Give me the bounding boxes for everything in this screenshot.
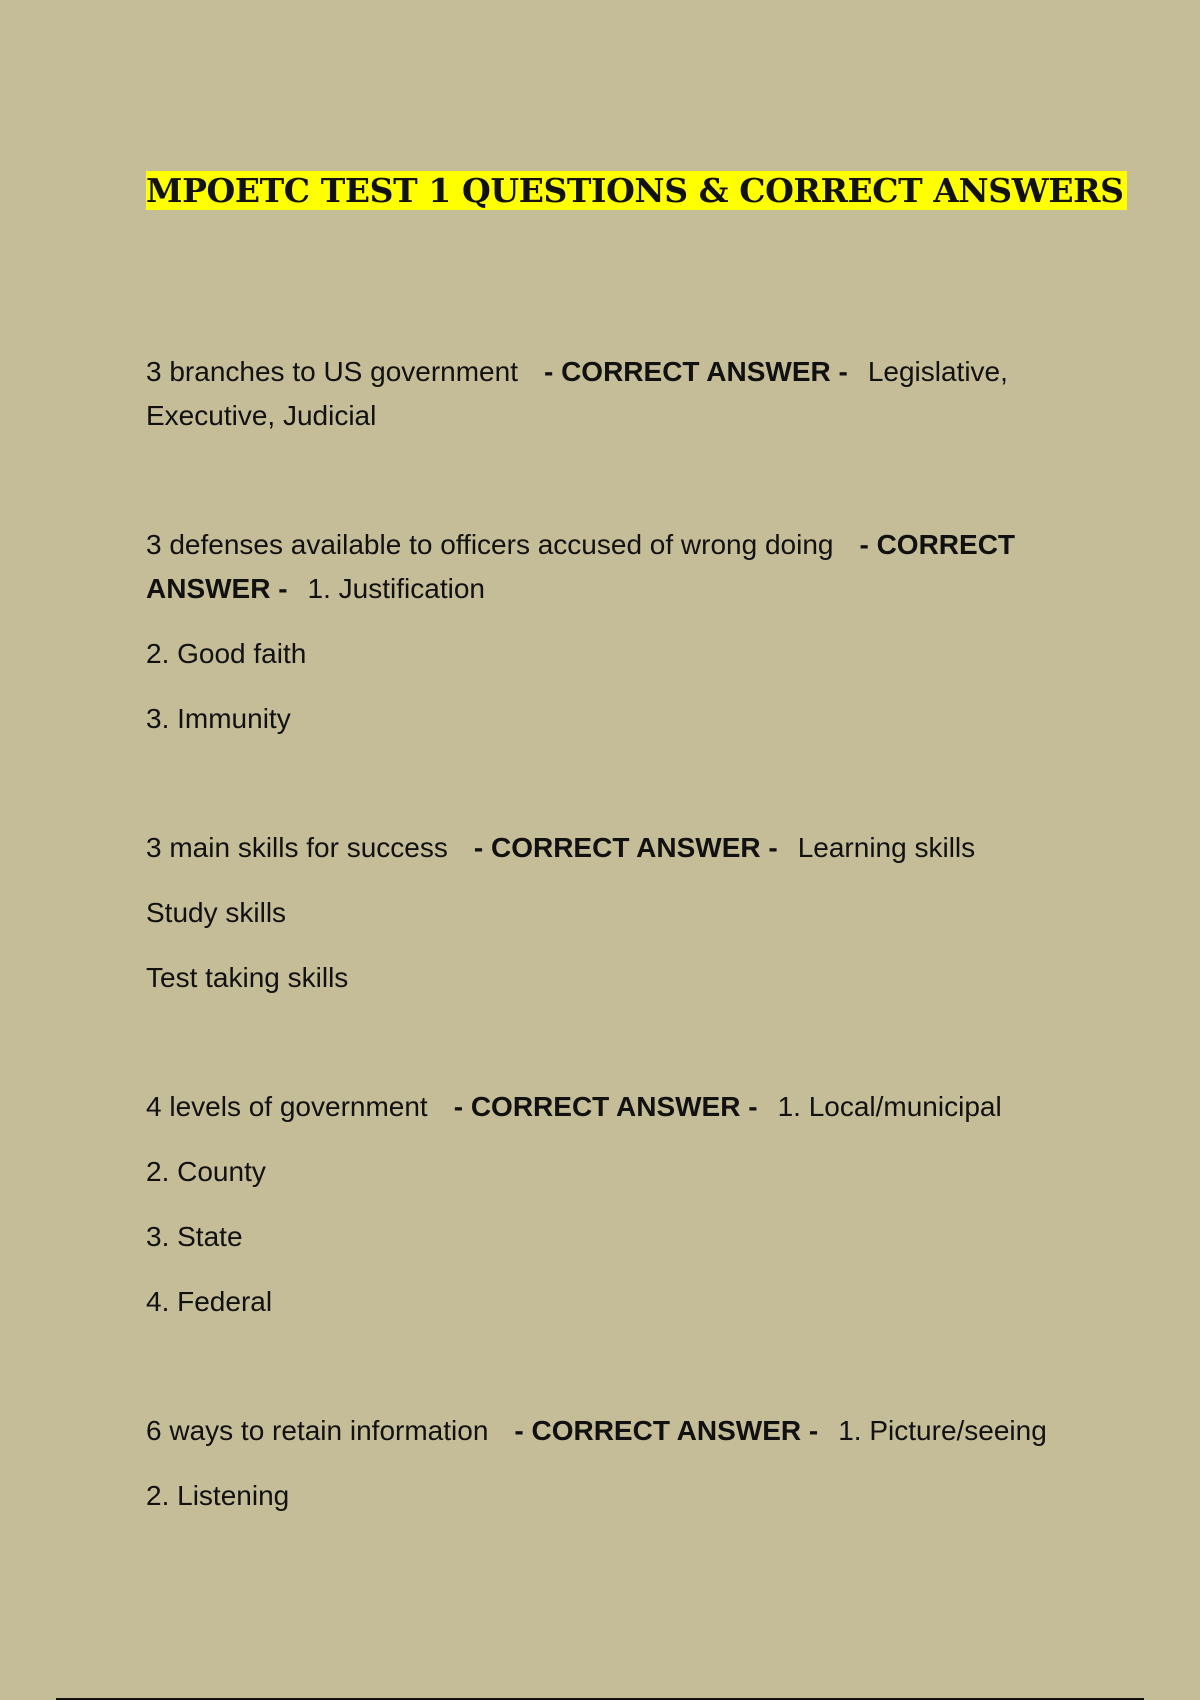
answer-line: 3. State (146, 1221, 243, 1252)
correct-answer-separator: - CORRECT ANSWER - (146, 529, 1016, 604)
correct-answer-separator: - CORRECT ANSWER - (453, 1091, 758, 1122)
answer-line: Study skills (146, 897, 287, 928)
answer-line: 4. Federal (146, 1286, 273, 1317)
answer-text: Legislative, Executive, Judicial (146, 356, 1008, 431)
answer-text: 1. Justification (307, 573, 485, 604)
answer-line: 2. Listening (146, 1480, 290, 1511)
qa-item (146, 826, 1076, 1000)
question-text: 3 defenses available to officers accused of wrong doing (146, 529, 834, 560)
qa-item (146, 523, 1076, 741)
qa-line (146, 1409, 1076, 1453)
document-title: MPOETC TEST 1 QUESTIONS & CORRECT ANSWERS (146, 168, 1127, 214)
answer-line: Test taking skills (146, 962, 349, 993)
answer-text: 1. Local/municipal (777, 1091, 1002, 1122)
correct-answer-separator: - CORRECT ANSWER - (473, 832, 778, 863)
answer-line: 3. Immunity (146, 703, 291, 734)
qa-item (146, 1409, 1076, 1518)
qa-line (146, 826, 1076, 870)
qa-item (146, 1085, 1076, 1324)
correct-answer-separator: - CORRECT ANSWER - (543, 356, 848, 387)
qa-list (146, 350, 1076, 1518)
question-text: 3 branches to US government (146, 356, 518, 387)
correct-answer-separator: - CORRECT ANSWER - (514, 1415, 819, 1446)
question-text: 6 ways to retain information (146, 1415, 489, 1446)
answer-text: Learning skills (797, 832, 976, 863)
question-text: 3 main skills for success (146, 832, 448, 863)
question-text: 4 levels of government (146, 1091, 428, 1122)
qa-line (146, 523, 1076, 611)
answer-text: 1. Picture/seeing (838, 1415, 1047, 1446)
qa-item (146, 350, 1076, 438)
answer-line: 2. Good faith (146, 638, 307, 669)
answer-line: 2. County (146, 1156, 266, 1187)
qa-line (146, 1085, 1076, 1129)
qa-line (146, 350, 1076, 438)
